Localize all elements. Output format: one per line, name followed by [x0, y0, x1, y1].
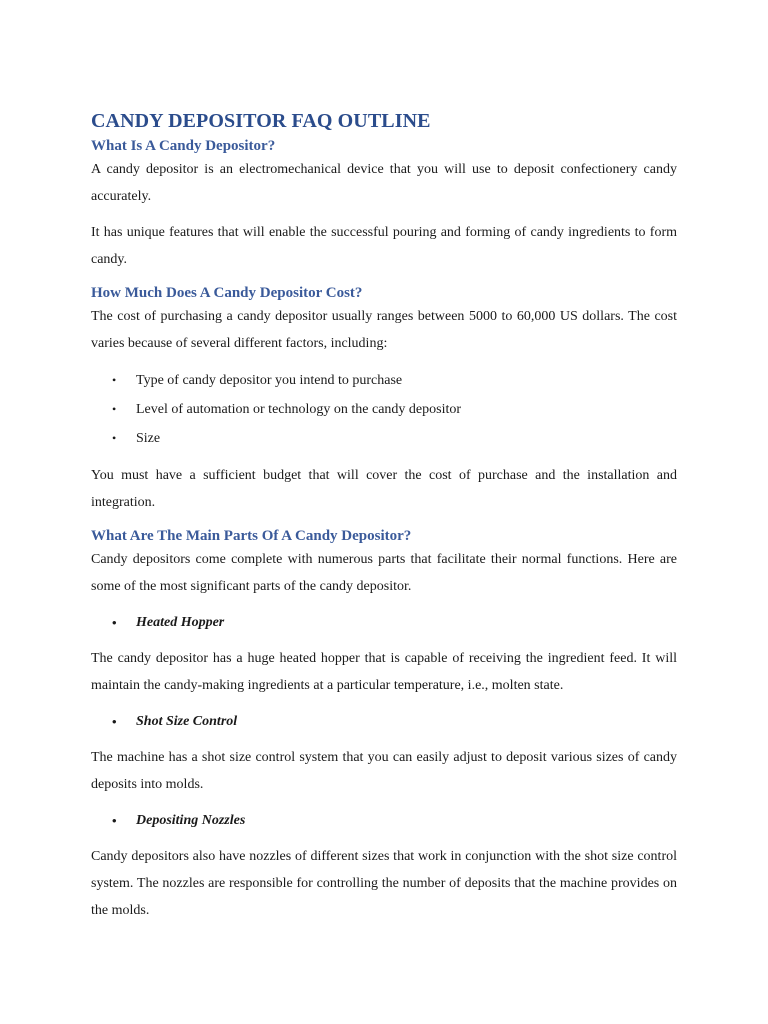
bullet-icon: • — [112, 402, 117, 416]
bullet-icon: • — [112, 615, 117, 630]
paragraph: A candy depositor is an electromechanical device that you will use to deposit confectionery candy accurately. — [91, 162, 677, 204]
paragraph: Candy depositors also have nozzles of different sizes that work in conjunction with the shot size control system. The nozzles are responsible for controlling the number of deposits that the machine provides on the molds. — [91, 849, 677, 918]
bullet-icon: • — [112, 373, 117, 387]
list-item-text: Level of automation or technology on the candy depositor — [136, 402, 462, 417]
section-heading-cost: How Much Does A Candy Depositor Cost? — [91, 285, 363, 301]
list-item — [91, 366, 677, 395]
part-name: Shot Size Control — [136, 714, 238, 729]
bullet-icon: • — [112, 431, 117, 445]
paragraph: You must have a sufficient budget that will cover the cost of purchase and the installation and integration. — [91, 468, 677, 510]
part-heading-heated-hopper — [91, 609, 677, 636]
list-item — [91, 424, 677, 453]
list-item — [91, 395, 677, 424]
paragraph: It has unique features that will enable the successful pouring and forming of candy ingredients to form candy. — [91, 225, 677, 267]
paragraph: The machine has a shot size control system that you can easily adjust to deposit various sizes of candy deposits into molds. — [91, 750, 677, 792]
document-title: CANDY DEPOSITOR FAQ OUTLINE — [91, 110, 431, 132]
bullet-icon: • — [112, 813, 117, 828]
paragraph: The cost of purchasing a candy depositor usually ranges between 5000 to 60,000 US dollars. The cost varies because of several different factors, including: — [91, 309, 677, 351]
section-heading-what-is: What Is A Candy Depositor? — [91, 138, 276, 154]
list-item-text: Size — [136, 431, 161, 446]
part-heading-depositing-nozzles — [91, 807, 677, 834]
cost-factors-list — [91, 366, 677, 453]
bullet-icon: • — [112, 714, 117, 729]
part-name: Depositing Nozzles — [136, 813, 246, 828]
part-heading-shot-size-control — [91, 708, 677, 735]
list-item-text: Type of candy depositor you intend to purchase — [136, 373, 403, 388]
part-name: Heated Hopper — [136, 615, 225, 630]
paragraph: The candy depositor has a huge heated hopper that is capable of receiving the ingredient feed. It will maintain the candy-making ingredients at a particular temperature, i.e., molten state. — [91, 651, 677, 693]
document-page — [91, 106, 677, 924]
paragraph: Candy depositors come complete with numerous parts that facilitate their normal functions. Here are some of the most significant parts of the candy depositor. — [91, 552, 677, 594]
section-heading-main-parts: What Are The Main Parts Of A Candy Depositor? — [91, 528, 412, 544]
